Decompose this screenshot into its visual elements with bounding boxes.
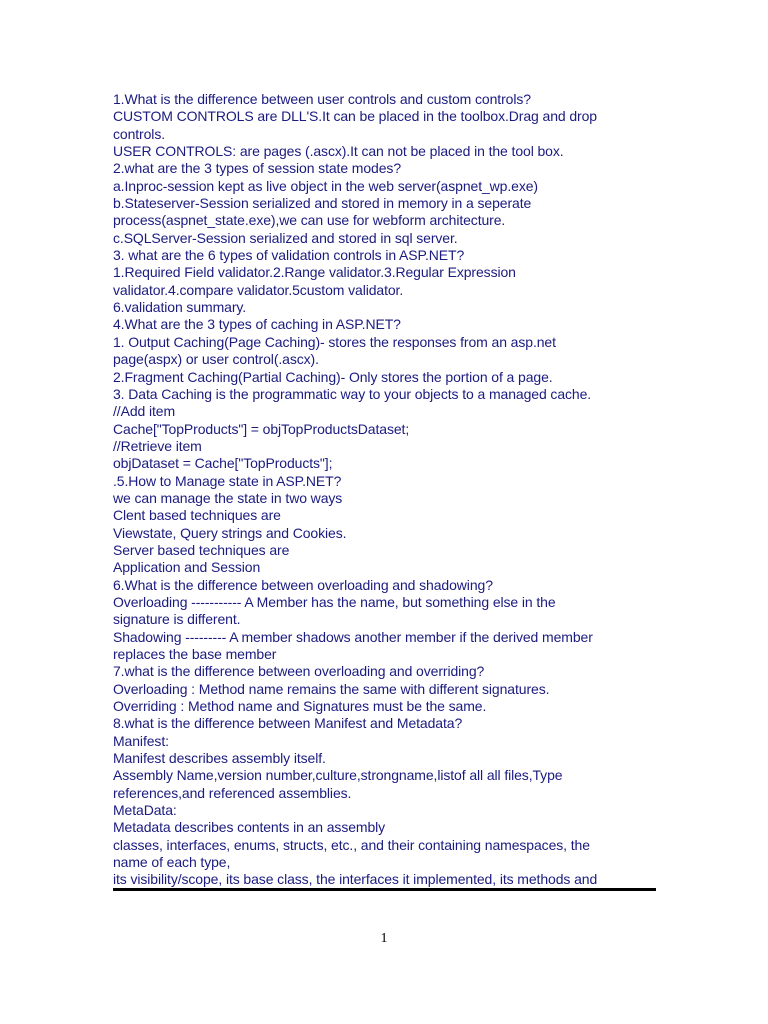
text-line: Overloading : Method name remains the same with different signatures. [113,680,550,697]
text-line: MetaData: [113,802,177,819]
text-line: 2.Fragment Caching(Partial Caching)- Only stores the portion of a page. [113,368,553,385]
footer-rule [113,888,656,891]
text-line: process(aspnet_state.exe),we can use for webform architecture. [113,212,506,229]
text-line: Manifest: [113,732,169,749]
text-line: we can manage the state in two ways [113,489,343,506]
text-line: Assembly Name,version number,culture,strongname,listof all all files,Type [113,767,563,784]
text-line: page(aspx) or user control(.ascx). [113,351,319,368]
text-line: //Retrieve item [113,437,202,454]
text-line: 3. Data Caching is the programmatic way to your objects to a managed cache. [113,385,592,402]
text-line: Cache["TopProducts"] = objTopProductsDataset; [113,420,410,437]
text-line: 8.what is the difference between Manifest and Metadata? [113,715,463,732]
document-body [113,91,658,889]
text-line: CUSTOM CONTROLS are DLL'S.It can be placed in the toolbox.Drag and drop [113,108,597,125]
text-line: 6.validation summary. [113,299,247,316]
text-line: 6.What is the difference between overloading and shadowing? [113,576,493,593]
text-line: Server based techniques are [113,541,290,558]
text-line: its visibility/scope, its base class, the interfaces it implemented, its methods and [113,871,598,888]
text-line: Overriding : Method name and Signatures must be the same. [113,698,487,715]
text-line: objDataset = Cache["TopProducts"]; [113,455,333,472]
text-line: c.SQLServer-Session serialized and stored in sql server. [113,229,458,246]
text-line: a.Inproc-session kept as live object in the web server(aspnet_wp.exe) [113,177,538,194]
text-line: 2.what are the 3 types of session state modes? [113,160,402,177]
text-line: controls. [113,125,166,142]
text-line: Shadowing --------- A member shadows another member if the derived member [113,628,593,645]
text-line: 3. what are the 6 types of validation controls in ASP.NET? [113,247,465,264]
text-line: 1.What is the difference between user controls and custom controls? [113,91,531,107]
text-line: Manifest describes assembly itself. [113,750,326,767]
text-line: //Add item [113,403,176,420]
text-line: b.Stateserver-Session serialized and stored in memory in a seperate [113,195,532,212]
text-line: 1.Required Field validator.2.Range validator.3.Regular Expression [113,264,516,281]
text-line: .5.How to Manage state in ASP.NET? [113,472,342,489]
text-line: replaces the base member [113,646,277,662]
text-line: Application and Session [113,559,261,576]
text-line: classes, interfaces, enums, structs, etc., and their containing namespaces, the [113,836,590,853]
text-line: validator.4.compare validator.5custom validator. [113,281,404,298]
text-line: signature is different. [113,611,241,628]
text-line: Metadata describes contents in an assembly [113,819,386,836]
page-number: 1 [380,931,388,946]
text-line: 4.What are the 3 types of caching in ASP.NET? [113,316,401,333]
text-line: 7.what is the difference between overloading and overriding? [113,663,485,680]
text-line: Overloading ----------- A Member has the name, but something else in the [113,593,556,610]
text-line: name of each type, [113,854,231,871]
text-line: Viewstate, Query strings and Cookies. [113,524,347,541]
text-line: references,and referenced assemblies. [113,784,352,801]
text-line: Clent based techniques are [113,507,281,524]
text-line: 1. Output Caching(Page Caching)- stores the responses from an asp.net [113,333,556,350]
text-line: USER CONTROLS: are pages (.ascx).It can not be placed in the tool box. [113,143,564,160]
